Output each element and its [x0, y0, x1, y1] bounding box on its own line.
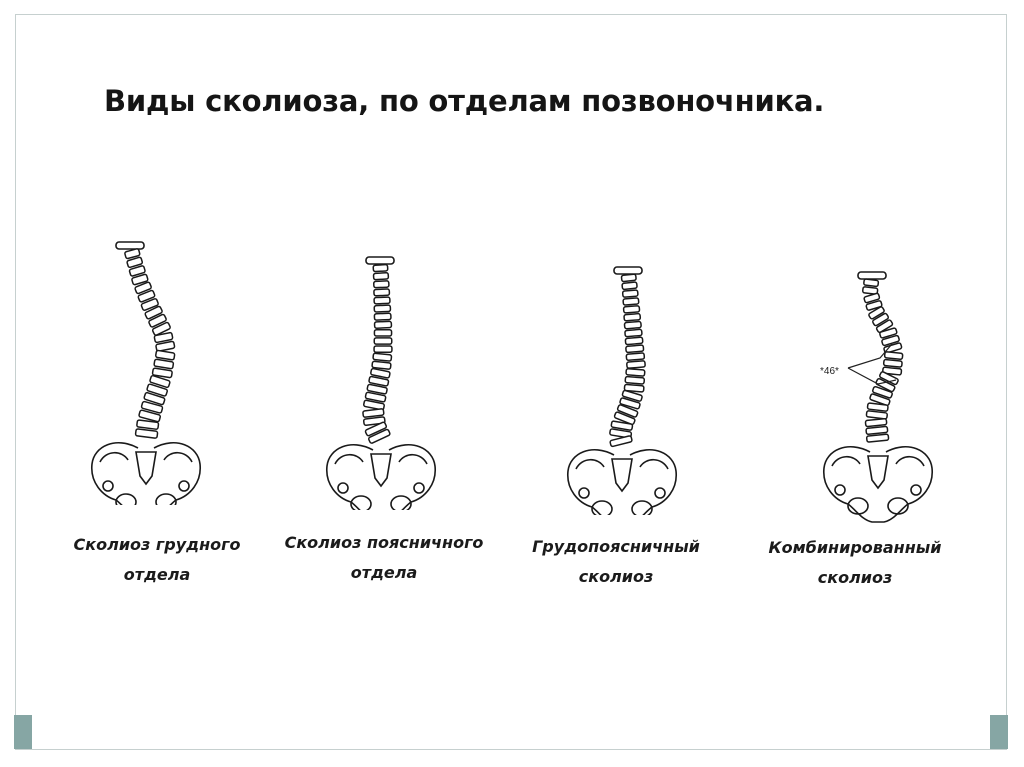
- vertebra: [867, 434, 889, 442]
- vertebra: [867, 403, 888, 411]
- left-iliac-crest: [100, 453, 128, 462]
- vertebra: [624, 321, 641, 328]
- vertebra: [373, 265, 388, 272]
- caption-thoracolumbar-line2: сколиоз: [578, 567, 654, 586]
- right-iliac-crest: [896, 457, 924, 466]
- caption-combined: [750, 533, 960, 593]
- caption-lumbar-line2: отдела: [350, 563, 418, 582]
- right-obturator: [391, 496, 411, 510]
- left-acetabulum: [579, 488, 589, 498]
- vertebra: [374, 321, 391, 328]
- figure-lumbar-scoliosis: [325, 255, 445, 510]
- caption-thoracic-line2: отдела: [123, 565, 191, 584]
- sacrum: [868, 456, 888, 488]
- vertebra: [624, 314, 641, 321]
- left-obturator: [351, 496, 371, 510]
- atlas-vertebra: [366, 257, 394, 264]
- vertebra: [866, 426, 888, 434]
- vertebra: [623, 306, 639, 313]
- vertebra: [374, 330, 391, 336]
- figure-thoracic-scoliosis: [90, 240, 210, 505]
- caption-thoracolumbar-line1: Грудопоясничный: [532, 537, 700, 556]
- vertebra: [372, 361, 391, 369]
- vertebra: [626, 369, 645, 377]
- vertebra: [373, 273, 388, 280]
- page-title: Виды сколиоза, по отделам позвоночника.: [104, 84, 825, 118]
- vertebra: [865, 419, 887, 427]
- caption-combined-line1: Комбинированный: [768, 538, 942, 557]
- vertebra: [625, 376, 644, 384]
- pelvis: [327, 445, 435, 510]
- caption-thoracolumbar: [518, 532, 714, 592]
- vertebra: [135, 429, 157, 439]
- caption-lumbar: [266, 528, 502, 588]
- caption-combined-line2: сколиоз: [817, 568, 893, 587]
- vertebra: [374, 346, 392, 352]
- vertebra: [864, 279, 879, 287]
- vertebra: [155, 350, 174, 360]
- vertebra: [622, 282, 637, 290]
- cobb-angle-marker: [840, 340, 900, 390]
- right-acetabulum: [414, 483, 424, 493]
- vertebra: [626, 353, 644, 361]
- left-acetabulum: [338, 483, 348, 493]
- right-iliac-crest: [399, 455, 427, 464]
- pelvis: [824, 447, 932, 522]
- vertebra: [154, 359, 174, 369]
- right-iliac-crest: [640, 460, 668, 469]
- vertebra: [374, 289, 390, 296]
- left-iliac-crest: [576, 460, 604, 469]
- vertebra: [374, 297, 390, 304]
- right-obturator: [632, 501, 652, 515]
- pelvis: [568, 450, 676, 515]
- vertebra: [623, 290, 638, 297]
- right-acetabulum: [179, 481, 189, 491]
- caption-lumbar-line1: Сколиоз поясничного: [284, 533, 484, 552]
- left-iliac-crest: [832, 457, 860, 466]
- right-acetabulum: [655, 488, 665, 498]
- vertebra: [374, 313, 391, 320]
- sacrum: [136, 452, 156, 484]
- figure-thoracolumbar-scoliosis: [566, 265, 686, 515]
- left-iliac-crest: [335, 455, 363, 464]
- figure-combined-scoliosis: [820, 270, 940, 525]
- sacrum: [371, 454, 391, 486]
- sacrum: [612, 459, 632, 491]
- cobb-angle-label: *46*: [820, 366, 839, 377]
- vertebra: [374, 305, 390, 312]
- left-acetabulum: [103, 481, 113, 491]
- slide-corner-right: [990, 715, 1008, 749]
- caption-thoracic: [62, 530, 252, 590]
- vertebra: [625, 329, 642, 336]
- vertebra: [627, 361, 646, 369]
- right-acetabulum: [911, 485, 921, 495]
- vertebra: [610, 436, 633, 447]
- vertebra: [374, 281, 389, 288]
- atlas-vertebra: [116, 242, 144, 249]
- left-obturator: [592, 501, 612, 515]
- vertebra: [373, 353, 392, 361]
- vertebra: [625, 337, 643, 345]
- pelvis: [92, 443, 200, 505]
- atlas-vertebra: [614, 267, 642, 274]
- vertebra: [374, 338, 392, 344]
- vertebra: [623, 298, 639, 305]
- caption-thoracic-line1: Сколиоз грудного: [73, 535, 241, 554]
- vertebra: [626, 345, 644, 353]
- vertebra: [363, 409, 384, 418]
- right-iliac-crest: [164, 453, 192, 462]
- vertebra: [866, 411, 887, 419]
- atlas-vertebra: [858, 272, 886, 279]
- left-acetabulum: [835, 485, 845, 495]
- vertebra: [621, 274, 636, 282]
- slide-corner-left: [14, 715, 32, 749]
